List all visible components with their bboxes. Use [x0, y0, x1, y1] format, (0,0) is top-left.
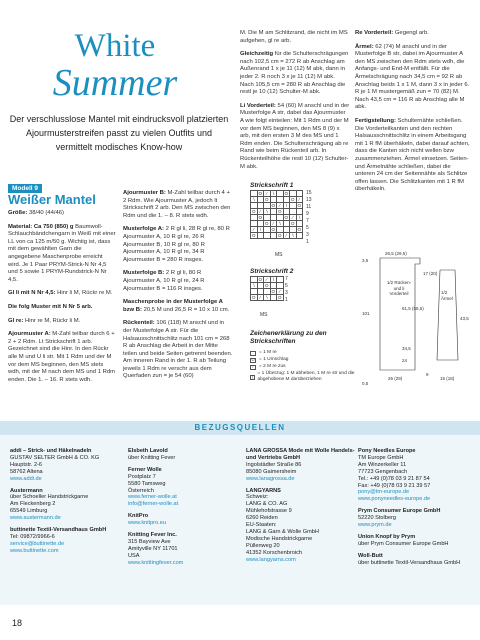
- legend-title: Zeichenerklärung zu den Strickschriften: [250, 330, 327, 345]
- supplier-entry: [128, 448, 240, 462]
- supplier-name: Ferner Wolle: [128, 466, 162, 473]
- chart-cell: ∕: [264, 191, 271, 197]
- chart-row-number: 3: [285, 290, 288, 296]
- supplier-link[interactable]: www.ferner-wolle.at: [128, 494, 177, 501]
- paragraph-text: für die Schulterschrägungen nach 102,5 cm = 272 R ab Anschlag am Außenrand 1 x je 11 (12) M abk, dann in jeder 2. R noch 3 x je 11 (12) M abk. Nach 105,5 cm = 280 R ab Anschlag die restl je 10 (12) Schulter-M abk.: [240, 51, 349, 96]
- chart-cell: O: [290, 221, 295, 226]
- chart-cell: O: [251, 295, 256, 300]
- chart-cell: O: [258, 191, 262, 196]
- supplier-address-line: Am Fleckenberg 2: [10, 501, 56, 508]
- sources-column-1: [10, 448, 122, 560]
- chart-cell: ∕: [251, 227, 258, 233]
- paragraph-heading: Die folg Muster mit N Nr 5 arb.: [8, 303, 93, 310]
- chart-cell: O: [277, 295, 282, 300]
- supplier-address-line: LANG & CO. AG: [246, 501, 288, 508]
- chart-row-number: 11: [306, 204, 312, 210]
- chart2-grid: [250, 276, 284, 301]
- supplier-link[interactable]: www.ponyneedles-europe.de: [358, 496, 431, 503]
- chart-cell: O: [284, 215, 288, 220]
- paragraph-text: Hinr li M, Rückr re M.: [55, 290, 113, 297]
- paragraph: [8, 304, 116, 312]
- chart-row-number: 7: [306, 218, 309, 224]
- schematic-sleeve-bot: 15 (18): [440, 376, 455, 381]
- legend-text: = 1 Umschlag: [259, 357, 289, 362]
- schematic-shoulder-w: 26,5 (29,5): [385, 251, 407, 256]
- chart-cell: O: [258, 277, 262, 282]
- supplier-name: LANGYARNS: [246, 487, 281, 494]
- chart-cell: O: [271, 227, 275, 232]
- knitting-chart-1: [250, 190, 303, 239]
- chart-cell: ∖: [291, 233, 295, 238]
- paragraph: [123, 190, 233, 220]
- supplier-link[interactable]: service@buttinette.de: [10, 540, 65, 547]
- schematic-bottom-off: 0,5: [362, 381, 369, 386]
- supplier-link[interactable]: www.langyarns.com: [246, 556, 296, 563]
- chart-cell: O: [264, 283, 269, 288]
- chart-cell: ∕: [296, 197, 303, 203]
- chart1-grid: [250, 190, 303, 239]
- supplier-name: Union Knopf by Prym: [358, 533, 416, 540]
- supplier-address-line: Am Winzerkeller 11: [358, 461, 407, 468]
- instructions-column-3: [240, 30, 350, 177]
- paragraph: [8, 290, 116, 298]
- supplier-name: Knitting Fever Inc.: [128, 532, 177, 539]
- chart-row-number: 7: [285, 276, 288, 282]
- supplier-address-line: 65549 Limburg: [10, 508, 48, 515]
- supplier-name: Austermann: [10, 487, 43, 494]
- chart1-ms-label: MS: [275, 252, 283, 258]
- paragraph-text: 54 (60) M anschl und in der Musterfolge A str, dabei das Ajourmuster A wie folgt einteilen: Mit 1 Rdm und der M vor dem MS beginnen, den MS 8 (9) x arb, mit den ersten 3 M des MS und 1 Rdm enden. Die Schulterschrägung ab re Rand wie beim Rückenteil arb. In Rückenteilhöhe die restl 10 (12) Schulter-M abk.: [240, 102, 350, 170]
- paragraph-text: M. Die M am Schlitzrand, die nicht im MS aufgehen, gl re arb.: [240, 30, 348, 44]
- schematic-front-label: 1/2 Rücken- und li Vorderteil: [386, 280, 412, 296]
- paragraph-text: Gegengl arb.: [393, 30, 429, 36]
- chart-cell: O: [271, 289, 275, 294]
- supplier-link[interactable]: pony@tm-europe.de: [358, 489, 410, 496]
- sources-column-3: [246, 448, 358, 569]
- paragraph-text: 2 R gl li, 28 R gl re, 80 R Ajourmuster A, 10 R gl re, 26 R Ajourmuster B, 10 R gl re, 80 R Ajourmuster A, 10 R gl re, 34 R Ajourmuster B = 280 R insges.: [123, 226, 230, 263]
- chart-cell: ∖: [265, 209, 269, 214]
- paragraph: [123, 299, 233, 314]
- paragraph-heading: Rückenteil:: [123, 320, 155, 327]
- chart-cell: O: [264, 197, 269, 202]
- supplier-address-line: 315 Bayview Ave: [128, 538, 171, 545]
- supplier-address-line: 77723 Gengenbach: [358, 468, 408, 475]
- chart-cell: ∕: [257, 295, 264, 301]
- schematic-front-h: 61,5 (58,5): [402, 306, 424, 311]
- supplier-entry: [358, 508, 473, 529]
- chart-cell: [296, 233, 303, 239]
- sources-column-4: [358, 448, 473, 572]
- paragraph-heading: Ajourmuster A:: [8, 331, 51, 338]
- chart-cell: ∕: [277, 203, 284, 209]
- legend-symbol-icon: O: [251, 357, 255, 362]
- legend-symbol-icon: ∕: [250, 365, 256, 370]
- paragraph: [8, 224, 116, 285]
- supplier-link[interactable]: www.lanagrossa.de: [246, 475, 295, 482]
- supplier-entry: [10, 527, 122, 555]
- chart-cell: ∕: [290, 215, 297, 221]
- supplier-entry: [358, 553, 473, 567]
- supplier-address-line: 41352 Korschenbroich: [246, 549, 302, 556]
- supplier-address-line: Mühlehofstrasse 9: [246, 508, 292, 515]
- paragraph: [240, 30, 350, 45]
- paragraph: [8, 318, 116, 326]
- paragraph: [355, 44, 470, 112]
- supplier-entry: [10, 488, 122, 523]
- supplier-entry: [128, 467, 240, 508]
- supplier-address-line: Schweiz:: [246, 494, 269, 501]
- sources-column-2: [128, 448, 240, 572]
- chart-row-number: 1: [285, 297, 288, 303]
- title-line-1: White: [74, 28, 156, 64]
- chart-cell: O: [277, 233, 282, 238]
- chart-cell: O: [297, 227, 301, 232]
- paragraph-text: 62 (74) M anschl und in der Musterfolge B str, dabei im Ajourmuster A den MS zwischen den Rdm stets wdh, die Anfangs- und End-M entfällt. Für die Ärmelschrägung nach 34,5 cm = 92 R ab Anschlag beids 1 x 1 M, dann 3 x in jeder 6. R je 1 M mustergemäß zun = 70 (82) M. Nach 43,5 cm = 116 R ab Anschlag alle M abk.: [355, 43, 470, 111]
- legend-item: [250, 364, 355, 370]
- supplier-address-line: Modische Handstrickgarne: [246, 535, 313, 542]
- garment-schematic: [360, 250, 475, 390]
- schematic-sleeve-top: 17 (20): [423, 271, 438, 276]
- supplier-entry: [128, 532, 240, 567]
- chart-cell: ∖: [284, 203, 288, 208]
- sources-title: BEZUGSQUELLEN: [194, 423, 286, 432]
- chart-cell: ∖: [271, 191, 275, 196]
- sleeve-outline: [437, 270, 458, 360]
- supplier-address-line: Tel: 09872/9966-6: [10, 533, 55, 540]
- supplier-address-line: 85080 Gaimersheim: [246, 468, 297, 475]
- paragraph-text: Baumwoll-Schlauchbändchengarn in Weiß mit einer LL von ca 125 m/50 g. Wichtig ist, dass mit dem gewählten Garn die angegebene Maschenprobe erreicht wird. Je 1 Paar PRYM-Strick-N Nr 4,5 und 5 sowie 1 PRYM-Rundstrick-N Nr 4,5.: [8, 223, 116, 283]
- supplier-name: addi – Strick- und Häkelnadeln: [10, 448, 92, 454]
- supplier-address-line: Amityville NY 11701: [128, 545, 178, 552]
- paragraph-heading: Li Vorderteil:: [240, 102, 276, 109]
- supplier-entry: [358, 534, 473, 548]
- legend-text: = 1 Überzug: 1 M abheben, 1 M re str und die abgehobene M darüberziehen: [257, 371, 355, 382]
- paragraph-heading: Gleichzeitig: [240, 51, 274, 58]
- paragraph-text: 38/40 (44/46): [27, 210, 64, 216]
- paragraph: [240, 103, 350, 171]
- supplier-entry: [128, 513, 240, 527]
- title-line-2: Summer: [52, 62, 178, 104]
- paragraph-heading: Fertigstellung:: [355, 117, 396, 124]
- chart-cell: ∖: [278, 221, 282, 226]
- supplier-link[interactable]: www.austermann.de: [10, 515, 61, 522]
- supplier-address-line: Postplatz 7: [128, 473, 156, 480]
- paragraph-text: M-Zahl teilbar durch 6 + 2 + 2 Rdm. Lt Strickschrift 1 arb. Gezeichnet sind die Hinr. In den Rückr alle M und U li str. Mit 1 Rdm und der M vor dem MS beginnen, den MS stets wdh, mit der M nach dem MS und 1 Rdm enden. Die 1. – 16. R stets wdh.: [8, 331, 116, 383]
- paragraph-heading: Musterfolge A:: [123, 226, 165, 233]
- chart2-row-numbers: [285, 276, 297, 304]
- paragraph-text: 20,5 M und 26,5 R = 10 x 10 cm.: [141, 306, 230, 313]
- chart2-title: Strickschrift 2: [250, 268, 294, 275]
- page-number: 18: [12, 618, 23, 628]
- chart-cell: O: [271, 203, 275, 208]
- paragraph-heading: Musterfolge B:: [123, 270, 165, 277]
- schematic-lower-h: 34,5: [402, 346, 411, 351]
- supplier-address-line: Tel.: +49 (0)78 03 9 21 87 54: [358, 475, 430, 482]
- knitting-chart-2: [250, 276, 284, 301]
- legend-symbol-icon: ∖: [251, 374, 254, 379]
- supplier-address-line: 5580 Tamsweg: [128, 480, 166, 487]
- chart-cell: ∕: [270, 221, 277, 227]
- legend-text: = 1 M re: [259, 350, 277, 355]
- chart-row-number: 3: [306, 232, 309, 238]
- legend-text: = 2 M re zus: [259, 364, 286, 369]
- paragraph-text: Schulternähte schließen. Die Vorderteilkanten und den rechten Halsausschnittschlitz in einem Arbeitsgang mit 1 R fM überhäkeln, dabei darauf achten, dass die Kanten sich nicht wellen bzw zusammenziehen. Ärmel einsetzen. Seiten- und Ärmelnähte schließen, dabei die unteren 24 cm der Seitennähte als Schlitze offen lassen. Die Schlitzkanten mit 1 R fM überhäkeln.: [355, 117, 470, 193]
- chart-cell: ∖: [258, 227, 262, 232]
- supplier-address-line: Österreich: [128, 487, 154, 494]
- chart-cell: O: [251, 233, 256, 238]
- chart-cell: ∖: [265, 295, 269, 300]
- schematic-slit-h: 24: [402, 358, 408, 363]
- chart-cell: ∕: [257, 209, 264, 215]
- paragraph-heading: Maschenprobe in der Musterfolge A bzw B:: [123, 299, 223, 313]
- supplier-address-line: über Knitting Fever: [128, 454, 176, 461]
- chart-cell: ∖: [252, 197, 256, 202]
- chart-row-number: 5: [306, 225, 309, 231]
- instructions-column-4: [355, 30, 470, 200]
- chart-row-number: 5: [285, 283, 288, 289]
- paragraph-heading: Ajourmuster B:: [123, 190, 166, 196]
- paragraph-text: 2 R gl li, 80 R Ajourmuster A, 10 R gl re, 24 R Ajourmuster B = 116 R insges.: [123, 270, 205, 292]
- supplier-name: buttinette Textil-Versandhaus GmbH: [10, 527, 107, 534]
- supplier-address-line: über Schoeller Handstrickgarne: [10, 494, 89, 501]
- chart-row-number: 15: [306, 190, 312, 196]
- chart-cell: ∕: [277, 289, 284, 295]
- supplier-entry: [246, 448, 358, 483]
- paragraph: [355, 30, 470, 38]
- schematic-bottom-w: 26 (29): [388, 376, 403, 381]
- legend-item: [250, 357, 355, 363]
- paragraph-text: 106 (118) M anschl und in der Musterfolge A str. Für die Halsausschnittschlitz nach 101 cm = 268 R ab Anschlag die Arbeit in der Mitte teilen und beide Seiten getrennt beenden. Am inneren Rand in der 1. R ab Teilung jeweils 1 Rdm re verschr aus dem Querfaden zun = je 54 (60): [123, 320, 233, 380]
- paragraph-heading: Gl re:: [8, 317, 24, 324]
- legend-item: [250, 350, 355, 356]
- supplier-entry: [10, 448, 122, 483]
- supplier-address-line: Fax: +49 (0)78 03 9 21 39 57: [358, 482, 431, 489]
- paragraph-heading: Ärmel:: [355, 43, 374, 50]
- supplier-name: Pony Needles Europe: [358, 448, 416, 454]
- model-badge: Modell 9: [8, 184, 42, 193]
- paragraph: [123, 226, 233, 264]
- supplier-address-line: über Prym Consumer Europe GmbH: [358, 540, 449, 547]
- chart-cell: O: [251, 209, 256, 214]
- paragraph: [8, 331, 116, 384]
- supplier-link[interactable]: www.prym.de: [358, 522, 392, 529]
- supplier-address-line: TM Europe GmbH: [358, 454, 404, 461]
- supplier-name: LANA GROSSA Mode mit Wolle Handels- und Vertriebs GmbH: [246, 448, 355, 461]
- supplier-address-line: Püllenweg 20: [246, 542, 280, 549]
- supplier-name: KnitPro: [128, 513, 149, 520]
- chart-cell: O: [290, 197, 295, 202]
- schematic-sleeve-label: 1/2 Ärmel: [441, 290, 453, 301]
- supplier-address-line: 52220 Stolberg: [358, 515, 396, 522]
- paragraph-text: M-Zahl teilbar durch 4 + 2 Rdm. Wie Ajourmuster A, jedoch lt Strickschrift 2 arb. Den MS zwischen den Rdm und die 1. – 8. R stets wdh.: [123, 190, 231, 219]
- supplier-name: Prym Consumer Europe GmbH: [358, 508, 441, 515]
- schematic-sleeve-off: 9: [426, 372, 429, 377]
- chart-row-number: 13: [306, 197, 312, 203]
- chart-legend: [250, 350, 355, 384]
- legend-item: [250, 371, 355, 383]
- supplier-link[interactable]: www.addi.de: [10, 475, 42, 482]
- chart-cell: ∖: [271, 277, 275, 282]
- chart-cell: ∕: [283, 233, 290, 239]
- supplier-name: Elsbeth Lavold: [128, 448, 168, 454]
- supplier-link[interactable]: www.knittingfever.com: [128, 559, 184, 566]
- schematic-body-h: 101: [362, 311, 370, 316]
- chart-cell: O: [297, 203, 301, 208]
- chart-cell: O: [264, 221, 269, 226]
- paragraph: [8, 210, 116, 218]
- model-title: Weißer Mantel: [8, 192, 96, 207]
- supplier-address-line: GUSTAV SELTER GmbH & CO. KG: [10, 454, 100, 461]
- chart-cell: O: [277, 209, 282, 214]
- supplier-address-line: über buttinette Textil-Versandhaus GmbH: [358, 559, 461, 566]
- paragraph-heading: Größe:: [8, 210, 28, 216]
- chart2-ms-label: MS: [260, 312, 268, 318]
- chart-cell: O: [284, 191, 288, 196]
- chart1-row-numbers: [306, 190, 318, 246]
- supplier-address-line: EU-Staaten:: [246, 522, 277, 529]
- paragraph-heading: Re Vorderteil:: [355, 30, 394, 36]
- chart-cell: ∕: [264, 277, 271, 283]
- chart-row-number: 9: [306, 211, 309, 217]
- paragraph-text: Hinr re M, Rückr li M.: [23, 317, 81, 324]
- paragraph: [355, 118, 470, 194]
- schematic-neck-slit: 3,5: [362, 258, 369, 263]
- chart-row-number: 1: [306, 239, 309, 245]
- chart-cell: ∖: [297, 215, 301, 220]
- supplier-name: Woll-Butt: [358, 552, 383, 559]
- legend-symbol-icon: [250, 351, 256, 356]
- supplier-address-line: Ingolstädter Straße 86: [246, 461, 302, 468]
- supplier-address-line: LANG & Garn & Wolle GmbH: [246, 528, 319, 535]
- supplier-link[interactable]: www.knitpro.eu: [128, 520, 166, 527]
- chart1-title: Strickschrift 1: [250, 182, 294, 189]
- supplier-address-line: 58762 Altena: [10, 468, 43, 475]
- supplier-entry: [246, 488, 358, 564]
- instructions-column-2: [123, 190, 233, 387]
- paragraph-heading: Gl li mit N Nr 4,5:: [8, 290, 56, 297]
- chart-cell: O: [258, 215, 262, 220]
- schematic-sleeve-h: 43,5: [460, 316, 469, 321]
- instructions-column-1: [8, 210, 116, 390]
- paragraph: [123, 320, 233, 381]
- supplier-address-line: USA: [128, 552, 140, 559]
- paragraph-heading: Material: Ca 750 (850) g: [8, 223, 74, 230]
- intro-text: Der verschlusslose Mantel mit eindrucksvoll platzierten Ajourmusterstreifen passt zu vielen Outfits und vermittelt modisches Know-how: [9, 114, 229, 152]
- supplier-address-line: Hauptstr. 2-6: [10, 461, 43, 468]
- paragraph: [240, 51, 350, 97]
- paragraph: [123, 270, 233, 293]
- supplier-address-line: 6260 Reiden: [246, 515, 278, 522]
- chart-cell: ∖: [252, 283, 256, 288]
- supplier-entry: [358, 448, 473, 503]
- supplier-link[interactable]: info@ferner-wolle.at: [128, 501, 179, 508]
- supplier-link[interactable]: www.buttinette.com: [10, 547, 59, 554]
